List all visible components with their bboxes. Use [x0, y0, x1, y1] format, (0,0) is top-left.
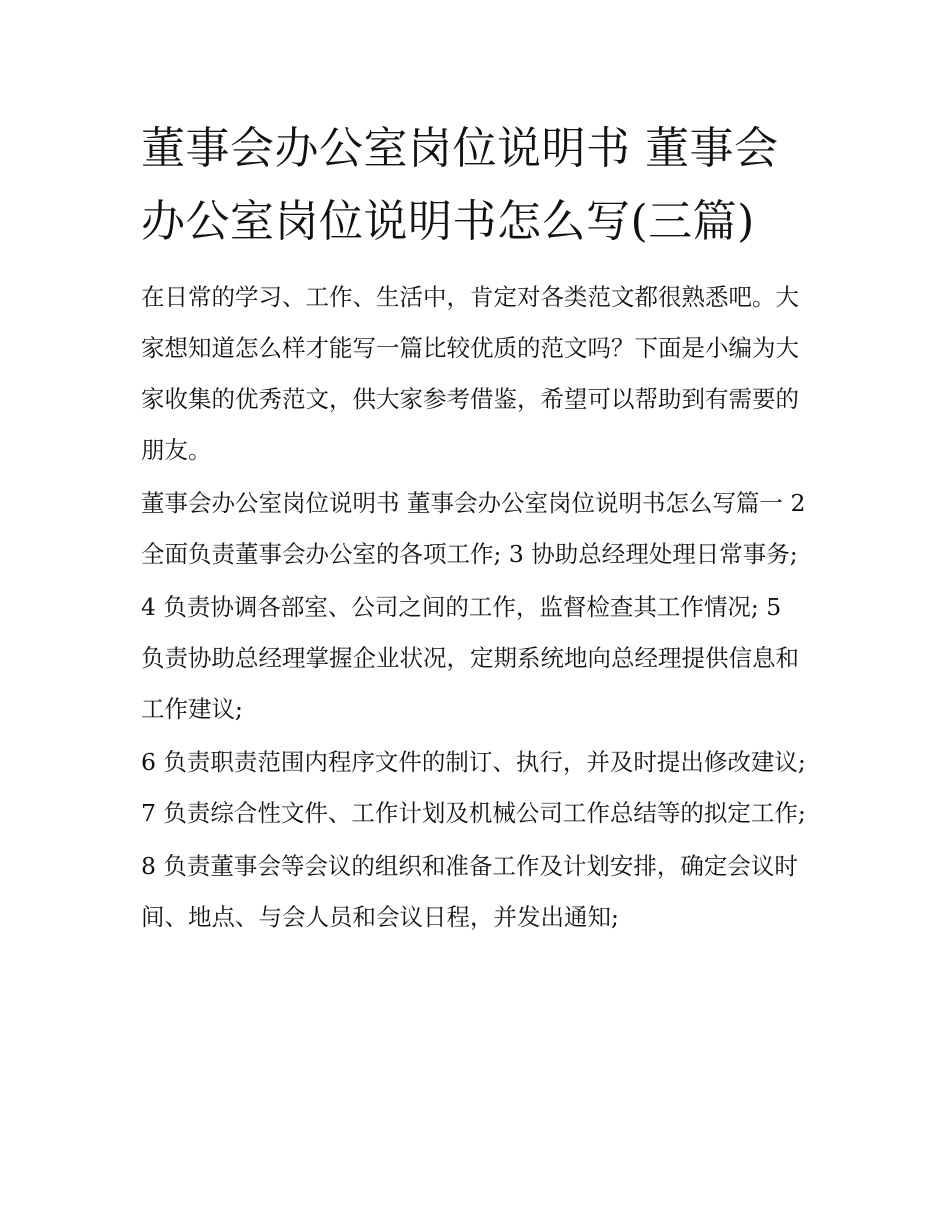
intro-paragraph: 在日常的学习、工作、生活中，肯定对各类范文都很熟悉吧。大家想知道怎么样才能写一篇比较优质的范文吗？下面是小编为大家收集的优秀范文，供大家参考借鉴，希望可以帮助到有需要的朋友。 — [141, 283, 799, 464]
body-paragraph: 8 负责董事会等会议的组织和准备工作及计划安排，确定会议时间、地点、与会人员和会议日程，并发出通知; — [141, 852, 798, 931]
body-paragraph: 6 负责职责范围内程序文件的制订、执行，并及时提出修改建议; 7 负责综合性文件、工作计划及机械公司工作总结等的拟定工作; — [141, 748, 806, 827]
body-paragraph: 4 负责协调各部室、公司之间的工作，监督检查其工作情况; 5 负责协助总经理掌握企业状况，定期系统地向总经理提供信息和工作建议; — [141, 593, 799, 723]
document-title: 董事会办公室岗位说明书 董事会办公室岗位说明书怎么写(三篇) — [141, 123, 779, 247]
body-paragraph: 董事会办公室岗位说明书 董事会办公室岗位说明书怎么写篇一 2 全面负责董事会办公室的各项工作; 3 协助总经理处理日常事务; — [141, 489, 806, 568]
document-body — [141, 112, 811, 943]
